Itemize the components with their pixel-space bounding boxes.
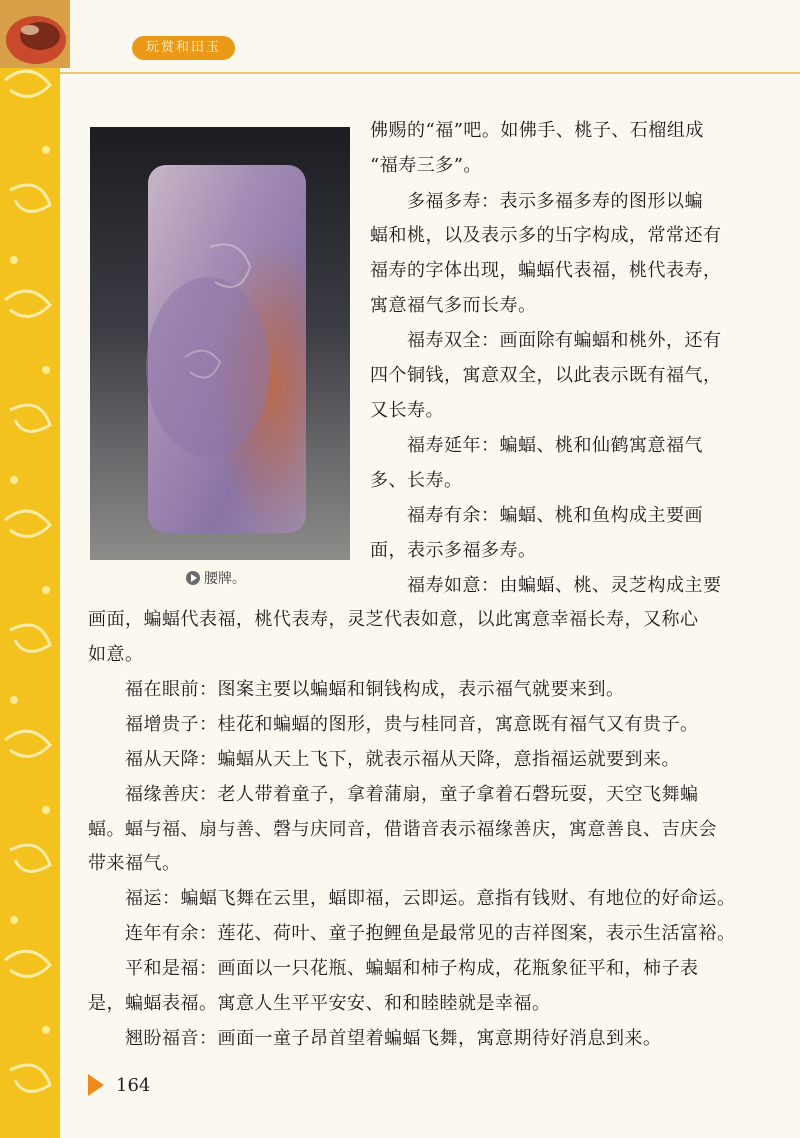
text-line: 福寿延年：蝙蝠、桃和仙鹤寓意福气: [370, 435, 703, 456]
text-line: 翘盼福音：画面一童子昂首望着蝙蝠飞舞，寓意期待好消息到来。: [88, 1028, 662, 1049]
figure-caption: [186, 568, 246, 588]
text-line: 福缘善庆：老人带着童子，拿着蒲扇，童子拿着石磬玩耍，天空飞舞蝙: [88, 784, 699, 805]
page-number: 164: [116, 1075, 151, 1096]
text-line: 福寿的字体出现，蝙蝠代表福，桃代表寿，: [370, 260, 722, 281]
text-line: 平和是福：画面以一只花瓶、蝙蝠和柿子构成，花瓶象征平和，柿子表: [88, 958, 699, 979]
figure-caption-text: 腰牌。: [204, 571, 246, 587]
text-line: 带来福气。: [88, 853, 181, 874]
text-line: 如意。: [88, 644, 144, 665]
text-line: 福运：蝙蝠飞舞在云里，蝠即福，云即运。意指有钱财、有地位的好命运。: [88, 888, 736, 909]
decorative-cloud-border: [0, 0, 60, 1138]
text-line: 福从天降：蝙蝠从天上飞下，就表示福从天降，意指福运就要到来。: [88, 749, 680, 770]
jade-plaque-photo: [90, 127, 350, 560]
text-line: 蝠。蝠与福、扇与善、磬与庆同音，借谐音表示福缘善庆，寓意善良、吉庆会: [88, 819, 717, 840]
play-triangle-icon: [186, 571, 200, 585]
text-line: 福寿有余：蝙蝠、桃和鱼构成主要画: [370, 505, 703, 526]
text-line: 连年有余：莲花、荷叶、童子抱鲤鱼是最常见的吉祥图案，表示生活富裕。: [88, 923, 736, 944]
text-line: 面，表示多福多寿。: [370, 540, 537, 561]
text-line: 福在眼前：图案主要以蝙蝠和铜钱构成，表示福气就要来到。: [88, 679, 625, 700]
jade-plaque-image: [90, 127, 350, 560]
jade-stone-logo: [0, 0, 70, 68]
text-line: 福增贵子：桂花和蝙蝠的图形，贵与桂同音，寓意既有福气又有贵子。: [88, 714, 699, 735]
text-line: 福寿双全：画面除有蝙蝠和桃外，还有: [370, 330, 722, 351]
text-line: 蝠和桃，以及表示多的卐字构成，常常还有: [370, 225, 722, 246]
text-line: “福寿三多”。: [370, 155, 482, 176]
text-line: 寓意福气多而长寿。: [370, 295, 537, 316]
text-line: 是，蝙蝠表福。寓意人生平平安安、和和睦睦就是幸福。: [88, 993, 551, 1014]
page-header: [60, 0, 800, 74]
page-arrow-icon: [88, 1074, 104, 1096]
text-line: 佛赐的“福”吧。如佛手、桃子、石榴组成: [370, 120, 704, 141]
text-line: 多福多寿：表示多福多寿的图形以蝙: [370, 191, 703, 212]
text-line: 画面，蝙蝠代表福，桃代表寿，灵芝代表如意，以此寓意幸福长寿，又称心: [88, 609, 699, 630]
text-line: 又长寿。: [370, 400, 444, 421]
book-title: 玩赏和田玉: [132, 36, 235, 60]
text-line: 福寿如意：由蝙蝠、桃、灵芝构成主要: [370, 575, 722, 596]
text-line: 多、长寿。: [370, 470, 463, 491]
cloud-pattern-icon: [0, 0, 60, 1138]
text-line: 四个铜钱，寓意双全，以此表示既有福气，: [370, 365, 722, 386]
